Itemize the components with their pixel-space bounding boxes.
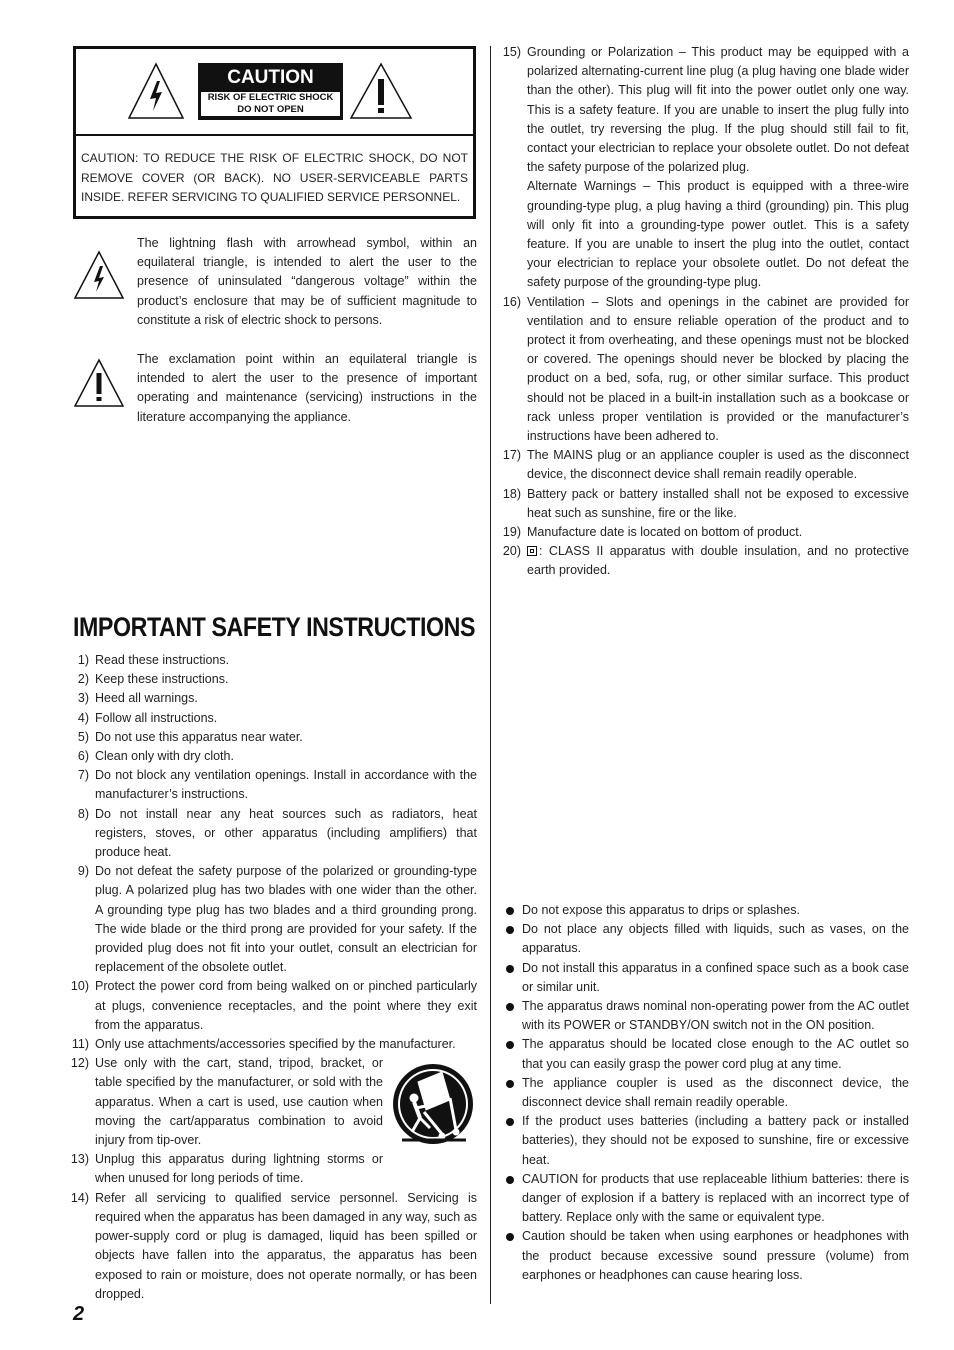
page-title: IMPORTANT SAFETY INSTRUCTIONS — [73, 612, 476, 642]
bullet-icon — [506, 1176, 514, 1184]
exclamation-triangle-icon — [73, 358, 125, 408]
list-item: 5) Do not use this apparatus near water. — [77, 729, 303, 744]
exclamation-symbol-description: The exclamation point within an equilateral triangle is intended to alert the user to the presence of important operating and maintenance (servicing) instructions in the literature accompanying the appliance. — [137, 352, 477, 424]
list-item: 2) Keep these instructions. — [77, 672, 229, 687]
bullet-icon — [506, 1080, 514, 1088]
list-item: 19) Manufacture date is located on bottom of product. — [502, 525, 803, 540]
bullet-icon — [506, 1233, 514, 1241]
caution-label-line1: RISK OF ELECTRIC SHOCK — [207, 92, 334, 103]
list-item: 4) Follow all instructions. — [77, 710, 218, 725]
bullet-item: CAUTION for products that use replaceable lithium batteries: there is danger of explosion if a battery is replaced with an incorrect type of battery. Replace only with the same or equivalent type. — [505, 1170, 909, 1228]
page-number: 2 — [73, 1303, 85, 1325]
caution-box — [73, 46, 476, 219]
lightning-symbol-description: The lightning flash with arrowhead symbol, within an equilateral triangle, is intended to alert the user to the presence of uninsulated “dangerous voltage” within the product’s enclosure that may be of sufficient magnitude to constitute a risk of electric shock to persons. — [137, 236, 477, 327]
list-item: 11) Only use attachments/accessories specified by the manufacturer. — [71, 1037, 456, 1052]
safety-instructions-list-continued — [502, 43, 909, 581]
bullet-item: The apparatus draws nominal non-operating power from the AC outlet with its POWER or STANDBY/ON switch not in the ON position. — [505, 997, 909, 1035]
lightning-triangle-icon — [126, 61, 186, 121]
bullet-item: The apparatus should be located close enough to the AC outlet so that you can easily grasp the power cord plug at any time. — [505, 1035, 909, 1073]
list-item: 20) : CLASS II apparatus with double insulation, and no protective earth provided. — [502, 544, 909, 578]
caution-warning-text: CAUTION: TO REDUCE THE RISK OF ELECTRIC SHOCK, DO NOT REMOVE COVER (OR BACK). NO USER-SERVICEABLE PARTS INSIDE. REFER SERVICING TO QUALIFIED SERVICE PERSONNEL. — [81, 151, 468, 204]
list-item: 3) Heed all warnings. — [77, 691, 198, 706]
class-ii-icon — [527, 546, 537, 556]
caution-label-sub — [201, 92, 340, 116]
bullet-item: If the product uses batteries (including a battery pack or installed batteries), they should not be exposed to sunshine, fire or excessive heat. — [505, 1112, 909, 1170]
list-item: 12) Use only with the cart, stand, tripod, bracket, or table specified by the manufacturer, or sold with the apparatus. When a cart is used, use caution when moving the cart/apparatus combination to avoid injury from tip-over. — [70, 1056, 383, 1148]
list-item: 8) Do not install near any heat sources such as radiators, heat registers, stoves, or other apparatus (including amplifiers) that produce heat. — [77, 806, 477, 860]
bullet-item: Do not install this apparatus in a confined space such as a book case or similar unit. — [505, 959, 909, 997]
safety-instructions-list — [70, 651, 477, 1304]
bullet-item: Do not place any objects filled with liquids, such as vases, on the apparatus. — [505, 920, 909, 958]
bullet-icon — [506, 926, 514, 934]
bullet-item: Caution should be taken when using earphones or headphones with the product because excessive sound pressure (volume) from earphones or headphones can cause hearing loss. — [505, 1227, 909, 1285]
list-item: 14) Refer all servicing to qualified service personnel. Servicing is required when the apparatus has been damaged in any way, such as power-supply cord or plug is damaged, liquid has been spilled or objects have fallen into the apparatus, the apparatus has been exposed to rain or moisture, does not operate normally, or has been dropped. — [70, 1190, 477, 1301]
bullet-icon — [506, 965, 514, 973]
bullet-icon — [506, 1118, 514, 1126]
list-item: 15) Grounding or Polarization – This product may be equipped with a polarized alternating-current line plug (a plug having one blade wider than the other). This plug will fit into the power outlet only one way. This is a safety feature. If you are unable to insert the plug fully into the outlet, try reversing the plug. If the plug should still fail to fit, contact your electrician to replace your obsolete outlet. Do not defeat the safety purpose of the polarized plug. Alternate Warnings – This product is equipped with a three-wire grounding-type plug, a plug having a third (grounding) pin. This plug will only fit into a grounding-type power outlet. This is a safety feature. If you are unable to insert the plug into the outlet, contact your electrician to replace your obsolete outlet. Do not defeat the safety purpose of the grounding-type plug. — [502, 45, 909, 290]
bullet-item: Do not expose this apparatus to drips or splashes. — [505, 901, 909, 920]
list-item: 13) Unplug this apparatus during lightning storms or when unused for long periods of time. — [70, 1152, 383, 1186]
list-item: 10) Protect the power cord from being walked on or pinched particularly at plugs, convenience receptacles, and the point where they exit from the apparatus. — [70, 979, 477, 1032]
additional-warnings-list — [505, 901, 909, 1285]
lightning-triangle-icon — [73, 250, 125, 300]
bullet-icon — [506, 907, 514, 915]
caution-label-title: CAUTION — [227, 67, 314, 88]
column-divider — [490, 46, 491, 1304]
bullet-item: The appliance coupler is used as the disconnect device, the disconnect device shall remain readily operable. — [505, 1074, 909, 1112]
exclamation-triangle-icon — [348, 61, 414, 121]
list-item: 7) Do not block any ventilation openings. Install in accordance with the manufacturer’s instructions. — [77, 768, 477, 802]
caution-symbol-row — [76, 49, 473, 136]
list-item: 1) Read these instructions. — [77, 653, 230, 667]
list-item: 18) Battery pack or battery installed shall not be exposed to excessive heat such as sunshine, fire or the like. — [502, 486, 909, 520]
caution-label-line2: DO NOT OPEN — [237, 103, 304, 115]
caution-label — [198, 63, 343, 120]
bullet-icon — [506, 1003, 514, 1011]
list-item: 17) The MAINS plug or an appliance coupler is used as the disconnect device, the disconnect device shall remain readily operable. — [502, 448, 909, 482]
list-item: 16) Ventilation – Slots and openings in the cabinet are provided for ventilation and to ensure reliable operation of the product and to protect it from overheating, and these openings must not be blocked or covered. The openings should never be blocked by placing the product on a bed, sofa, rug, or other similar surface. This product should not be placed in a built-in installation such as a bookcase or rack unless proper ventilation is provided or the manufacturer’s instructions have been adhered to. — [502, 294, 909, 444]
bullet-icon — [506, 1041, 514, 1049]
list-item: 9) Do not defeat the safety purpose of the polarized or grounding-type plug. A polarized plug has two blades with one wider than the other. A grounding type plug has two blades and a third grounding prong. The wide blade or the third prong are provided for your safety. If the provided plug does not fit into your outlet, consult an electrician for replacement of the obsolete outlet. — [77, 864, 477, 975]
cart-tipover-warning-icon — [390, 1062, 476, 1146]
list-item: 6) Clean only with dry cloth. — [77, 749, 234, 764]
